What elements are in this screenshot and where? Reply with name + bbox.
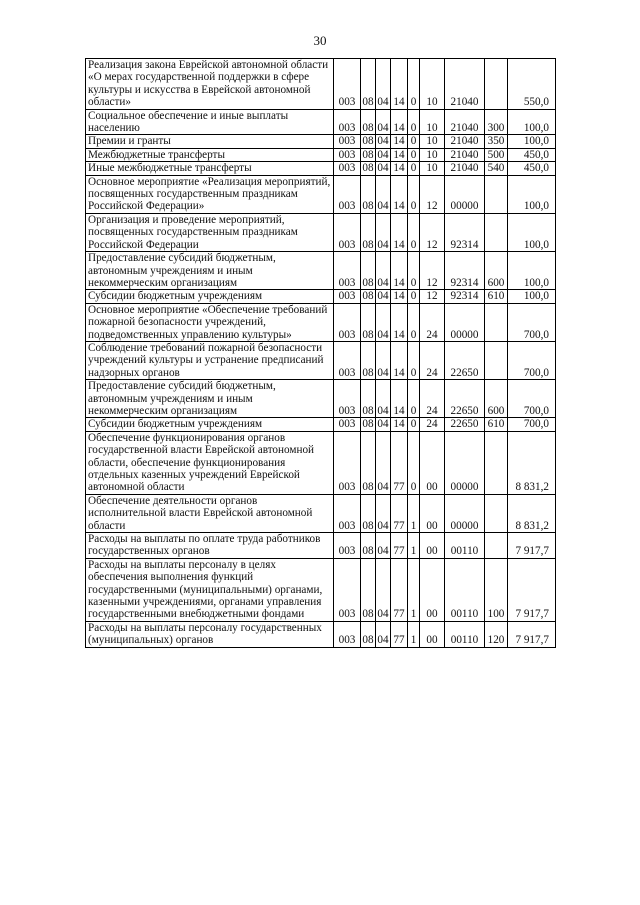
event-code: 00 (420, 621, 445, 647)
subsection-code: 04 (376, 303, 391, 341)
subsection-code: 04 (376, 213, 391, 251)
ved-code: 003 (334, 109, 361, 135)
expense-type-code: 600 (485, 380, 508, 418)
ved-code: 003 (334, 148, 361, 161)
event-code: 24 (420, 303, 445, 341)
ved-code: 003 (334, 290, 361, 303)
page-number: 30 (313, 33, 327, 48)
amount: 7 917,7 (508, 533, 556, 559)
expense-type-code (485, 341, 508, 379)
ved-code: 003 (334, 303, 361, 341)
row-name: Обеспечение деятельности органов исполнительной власти Еврейской автономной области (86, 494, 334, 532)
program-code: 14 (391, 59, 408, 110)
section-code: 08 (361, 109, 376, 135)
expense-type-code (485, 431, 508, 494)
section-code: 08 (362, 290, 374, 303)
expense-type-code (485, 59, 508, 110)
event-code: 00 (420, 494, 445, 532)
section-code: 08 (362, 135, 374, 148)
row-name: Расходы на выплаты персоналу в целях обеспечения выполнения функций государственными (муниципальными) органами, казенными учреждениями, органами управления государственными внебюджетными фондами (86, 558, 334, 621)
subprogram-code: 1 (408, 558, 420, 621)
amount: 450,0 (508, 148, 556, 161)
event-code: 00 (420, 431, 445, 494)
expense-type-code (485, 494, 508, 532)
subsection-code: 04 (376, 494, 391, 532)
direction-code: 21040 (445, 135, 485, 148)
section-code: 08 (361, 341, 376, 379)
ved-code: 003 (334, 175, 361, 213)
row-name: Расходы на выплаты персоналу государственных (муниципальных) органов (86, 621, 334, 647)
expense-type-code: 350 (485, 135, 508, 148)
table-row (86, 303, 556, 341)
amount: 450,0 (508, 162, 556, 175)
row-name: Субсидии бюджетным учреждениям (86, 418, 334, 431)
subprogram-code: 0 (408, 109, 420, 135)
direction-code: 00000 (445, 303, 485, 341)
subsection-code: 04 (377, 290, 389, 303)
subprogram-code: 0 (408, 135, 420, 148)
amount: 100,0 (508, 175, 556, 213)
expense-type-code: 610 (485, 418, 508, 431)
expense-type-code (485, 303, 508, 341)
subprogram-code: 1 (408, 533, 420, 559)
subsection-code: 04 (376, 175, 391, 213)
ved-code: 003 (334, 59, 361, 110)
subprogram-code: 0 (408, 418, 420, 431)
row-name: Премии и гранты (86, 135, 334, 148)
table-body (86, 59, 556, 648)
row-name: Предоставление субсидий бюджетным, автономным учреждениям и иным некоммерческим организациям (86, 252, 334, 290)
table-row (86, 148, 556, 161)
row-name: Основное мероприятие «Реализация мероприятий, посвященных государственным праздникам Российской Федерации» (86, 175, 334, 213)
table-row (86, 135, 556, 148)
program-code: 14 (391, 175, 408, 213)
program-code: 14 (391, 109, 408, 135)
amount: 7 917,7 (508, 558, 556, 621)
subprogram-code: 0 (408, 380, 420, 418)
section-code: 08 (362, 148, 374, 161)
row-name: Расходы на выплаты по оплате труда работников государственных органов (86, 533, 334, 559)
event-code: 12 (420, 213, 445, 251)
ved-code: 003 (334, 135, 361, 148)
row-name: Социальное обеспечение и иные выплаты населению (86, 109, 334, 135)
event-code: 10 (420, 162, 445, 175)
event-code: 10 (420, 148, 445, 161)
table-row (86, 431, 556, 494)
subsection-code: 04 (376, 533, 391, 559)
direction-code: 00110 (445, 558, 485, 621)
ved-code: 003 (334, 380, 361, 418)
row-name: Соблюдение требований пожарной безопасности учреждений культуры и устранение предписаний надзорных органов (86, 341, 334, 379)
section-code: 08 (361, 431, 376, 494)
subprogram-code: 0 (408, 431, 420, 494)
direction-code: 21040 (445, 59, 485, 110)
section-code: 08 (362, 418, 374, 431)
expense-type-code: 610 (485, 290, 508, 303)
subprogram-code: 0 (408, 175, 420, 213)
amount: 700,0 (508, 303, 556, 341)
amount: 700,0 (508, 341, 556, 379)
subsection-code: 04 (377, 162, 389, 175)
event-code: 12 (420, 290, 445, 303)
table-row (86, 621, 556, 647)
event-code: 00 (420, 533, 445, 559)
subprogram-code: 0 (408, 290, 420, 303)
program-code: 14 (391, 148, 408, 161)
amount: 100,0 (508, 290, 556, 303)
direction-code: 00110 (445, 533, 485, 559)
event-code: 12 (420, 252, 445, 290)
ved-code: 003 (334, 533, 361, 559)
direction-code: 00000 (445, 431, 485, 494)
expense-type-code: 300 (485, 109, 508, 135)
subsection-code: 04 (377, 418, 389, 431)
section-code: 08 (361, 213, 376, 251)
program-code: 77 (391, 558, 408, 621)
program-code: 14 (391, 418, 408, 431)
direction-code: 00110 (445, 621, 485, 647)
subsection-code: 04 (376, 621, 391, 647)
subsection-code: 04 (376, 109, 391, 135)
subprogram-code: 0 (408, 162, 420, 175)
amount: 8 831,2 (508, 431, 556, 494)
subprogram-code: 0 (408, 341, 420, 379)
table-row (86, 213, 556, 251)
ved-code: 003 (334, 418, 361, 431)
row-name: Субсидии бюджетным учреждениям (86, 290, 334, 303)
direction-code: 92314 (445, 252, 485, 290)
subsection-code: 04 (376, 380, 391, 418)
event-code: 12 (420, 175, 445, 213)
direction-code: 22650 (445, 341, 485, 379)
row-name: Предоставление субсидий бюджетным, автономным учреждениям и иным некоммерческим организациям (86, 380, 334, 418)
direction-code: 21040 (445, 109, 485, 135)
program-code: 14 (391, 162, 408, 175)
section-code: 08 (361, 59, 376, 110)
program-code: 14 (391, 252, 408, 290)
row-name: Иные межбюджетные трансферты (86, 162, 334, 175)
direction-code: 22650 (445, 418, 485, 431)
expense-type-code: 600 (485, 252, 508, 290)
table-row (86, 252, 556, 290)
program-code: 77 (391, 533, 408, 559)
table-row (86, 175, 556, 213)
subprogram-code: 0 (408, 252, 420, 290)
amount: 550,0 (508, 59, 556, 110)
subsection-code: 04 (376, 341, 391, 379)
ved-code: 003 (334, 162, 361, 175)
program-code: 14 (391, 303, 408, 341)
amount: 100,0 (508, 213, 556, 251)
subsection-code: 04 (376, 252, 391, 290)
table-row (86, 558, 556, 621)
direction-code: 92314 (445, 213, 485, 251)
direction-code: 00000 (445, 175, 485, 213)
event-code: 24 (420, 341, 445, 379)
amount: 700,0 (508, 418, 556, 431)
event-code: 24 (420, 418, 445, 431)
event-code: 10 (420, 135, 445, 148)
section-code: 08 (361, 252, 376, 290)
event-code: 10 (420, 59, 445, 110)
program-code: 14 (391, 213, 408, 251)
section-code: 08 (361, 533, 376, 559)
subprogram-code: 0 (408, 303, 420, 341)
table-row (86, 494, 556, 532)
section-code: 08 (361, 621, 376, 647)
expense-type-code (485, 175, 508, 213)
section-code: 08 (361, 380, 376, 418)
direction-code: 21040 (445, 148, 485, 161)
direction-code: 21040 (445, 162, 485, 175)
subsection-code: 04 (376, 59, 391, 110)
subprogram-code: 0 (408, 148, 420, 161)
subsection-code: 04 (376, 431, 391, 494)
row-name: Реализация закона Еврейской автономной области «О мерах государственной поддержки в сфере культуры и искусства в Еврейской автономной области» (86, 59, 334, 110)
ved-code: 003 (334, 558, 361, 621)
row-name: Основное мероприятие «Обеспечение требований пожарной безопасности учреждений, подведомственных управлению культуры» (86, 303, 334, 341)
table-row (86, 59, 556, 110)
ved-code: 003 (334, 341, 361, 379)
table-row (86, 290, 556, 303)
subprogram-code: 1 (408, 621, 420, 647)
amount: 100,0 (508, 109, 556, 135)
ved-code: 003 (334, 431, 361, 494)
subprogram-code: 0 (408, 59, 420, 110)
direction-code: 22650 (445, 380, 485, 418)
table-row (86, 380, 556, 418)
ved-code: 003 (334, 494, 361, 532)
ved-code: 003 (334, 621, 361, 647)
expense-type-code: 100 (485, 558, 508, 621)
expense-type-code: 540 (485, 162, 508, 175)
amount: 8 831,2 (508, 494, 556, 532)
section-code: 08 (361, 558, 376, 621)
section-code: 08 (361, 494, 376, 532)
event-code: 00 (420, 558, 445, 621)
program-code: 14 (391, 290, 408, 303)
program-code: 14 (391, 341, 408, 379)
expense-type-code (485, 213, 508, 251)
subsection-code: 04 (377, 148, 389, 161)
table-row (86, 341, 556, 379)
direction-code: 92314 (445, 290, 485, 303)
event-code: 24 (420, 380, 445, 418)
subsection-code: 04 (376, 558, 391, 621)
section-code: 08 (362, 162, 374, 175)
budget-table (85, 58, 556, 648)
row-name: Обеспечение функционирования органов государственной власти Еврейской автономной области, обеспечение функционирования отдельных казенных учреждений Еврейской автономной области (86, 431, 334, 494)
table-row (86, 109, 556, 135)
program-code: 77 (391, 431, 408, 494)
table-row (86, 418, 556, 431)
subprogram-code: 0 (408, 213, 420, 251)
expense-type-code: 500 (485, 148, 508, 161)
section-code: 08 (361, 175, 376, 213)
expense-type-code: 120 (485, 621, 508, 647)
amount: 100,0 (508, 252, 556, 290)
program-code: 77 (391, 494, 408, 532)
ved-code: 003 (334, 252, 361, 290)
amount: 100,0 (508, 135, 556, 148)
row-name: Межбюджетные трансферты (86, 148, 334, 161)
direction-code: 00000 (445, 494, 485, 532)
amount: 700,0 (508, 380, 556, 418)
section-code: 08 (361, 303, 376, 341)
program-code: 77 (391, 621, 408, 647)
program-code: 14 (391, 380, 408, 418)
program-code: 14 (391, 135, 408, 148)
ved-code: 003 (334, 213, 361, 251)
subsection-code: 04 (377, 135, 389, 148)
table-row (86, 162, 556, 175)
subprogram-code: 1 (408, 494, 420, 532)
table-row (86, 533, 556, 559)
amount: 7 917,7 (508, 621, 556, 647)
event-code: 10 (420, 109, 445, 135)
row-name: Организация и проведение мероприятий, посвященных государственным праздникам Российской Федерации (86, 213, 334, 251)
expense-type-code (485, 533, 508, 559)
